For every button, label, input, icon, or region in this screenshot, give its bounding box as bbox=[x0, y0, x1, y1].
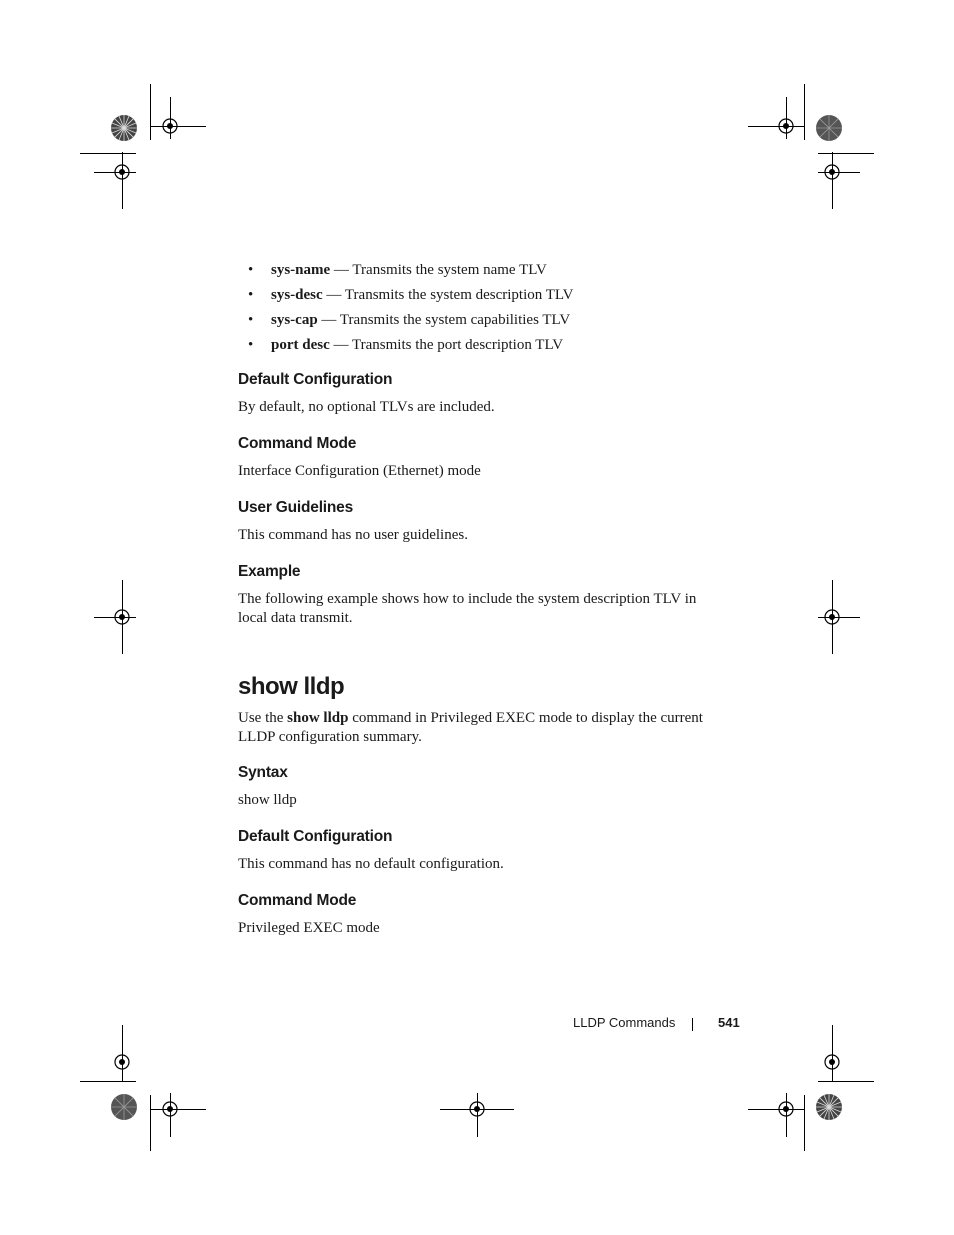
default-configuration-text: This command has no default configuration. bbox=[238, 856, 504, 872]
tlv-option-list bbox=[238, 258, 738, 358]
section-heading-default-configuration: Default Configuration bbox=[238, 828, 393, 845]
command-mode-text: Interface Configuration (Ethernet) mode bbox=[238, 463, 481, 479]
option-desc: — Transmits the system capabilities TLV bbox=[317, 312, 571, 328]
list-item: • sys-desc — Transmits the system description TLV bbox=[248, 287, 574, 303]
command-intro: Use the show lldp command in Privileged EXEC mode to display the current LLDP configuration summary. bbox=[238, 710, 703, 745]
section-heading-example: Example bbox=[238, 563, 301, 580]
syntax-text: show lldp bbox=[238, 792, 297, 808]
option-term: sys-desc bbox=[271, 287, 323, 303]
option-desc: — Transmits the system description TLV bbox=[322, 287, 574, 303]
section-heading-syntax: Syntax bbox=[238, 764, 288, 781]
option-term: port desc bbox=[271, 337, 330, 353]
color-wheel-mark-bottom-right bbox=[815, 1093, 843, 1121]
list-item: • sys-name — Transmits the system name TLV bbox=[248, 262, 547, 278]
section-heading-user-guidelines: User Guidelines bbox=[238, 499, 354, 516]
option-desc: — Transmits the port description TLV bbox=[329, 337, 564, 353]
user-guidelines-text: This command has no user guidelines. bbox=[238, 527, 468, 543]
color-wheel-mark-top-right bbox=[815, 114, 843, 142]
default-configuration-text: By default, no optional TLVs are included. bbox=[238, 399, 495, 415]
list-item: • port desc — Transmits the port description TLV bbox=[248, 337, 564, 353]
color-wheel-mark-top-left bbox=[110, 114, 138, 142]
option-desc: — Transmits the system name TLV bbox=[330, 262, 547, 278]
color-wheel-mark-bottom-left bbox=[110, 1093, 138, 1121]
section-heading-command-mode: Command Mode bbox=[238, 435, 357, 452]
list-item: • sys-cap — Transmits the system capabilities TLV bbox=[248, 312, 571, 328]
section-heading-default-configuration: Default Configuration bbox=[238, 371, 393, 388]
command-title: show lldp bbox=[238, 673, 345, 700]
command-name-inline: show lldp bbox=[287, 710, 349, 726]
page-number: 541 bbox=[718, 1015, 740, 1030]
command-mode-text: Privileged EXEC mode bbox=[238, 920, 380, 936]
option-term: sys-name bbox=[271, 262, 331, 278]
option-term: sys-cap bbox=[271, 312, 318, 328]
footer-separator bbox=[692, 1018, 693, 1031]
footer-section-name: LLDP Commands bbox=[573, 1015, 676, 1030]
section-heading-command-mode: Command Mode bbox=[238, 892, 357, 909]
example-text: The following example shows how to include the system description TLV in local data transmit. bbox=[238, 591, 697, 626]
